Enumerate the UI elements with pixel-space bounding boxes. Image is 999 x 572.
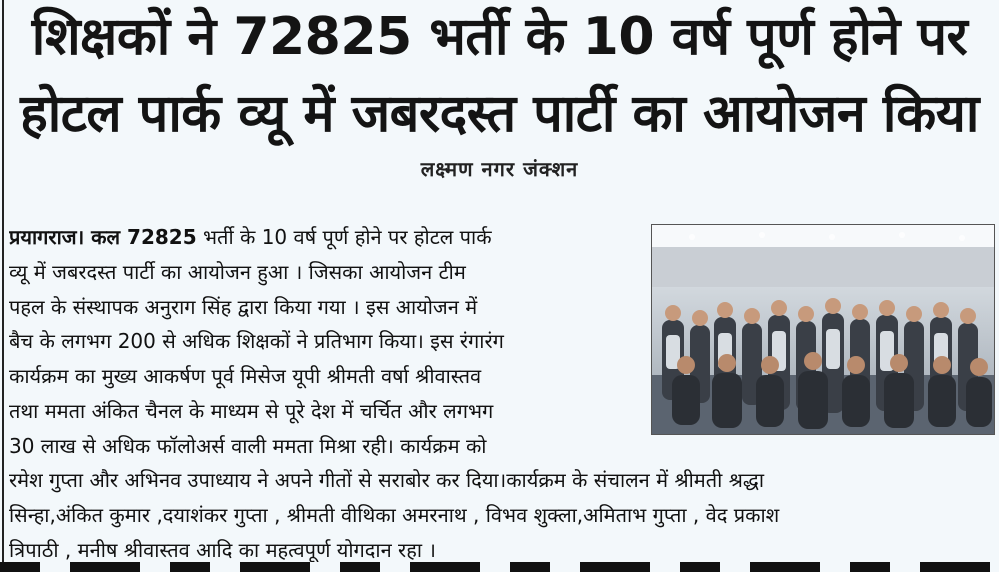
article-full-width-text (9, 463, 995, 567)
next-article-edge (0, 562, 999, 572)
headline-line-1: शिक्षकों ने 72825 भर्ती के 10 वर्ष पूर्ण होने पर (31, 7, 968, 67)
headline-line-2: होटल पार्क व्यू में जबरदस्त पार्टी का आयोजन किया (20, 84, 979, 144)
byline: लक्ष्मण नगर जंक्शन (420, 157, 579, 181)
group-photo (651, 224, 995, 435)
column-rule (2, 0, 4, 572)
body-line-7: 30 लाख से अधिक फॉलोअर्स वाली ममता मिश्रा रही। कार्यक्रम को (9, 433, 487, 458)
body-line-10: त्रिपाठी , मनीष श्रीवास्तव आदि का महत्वपूर्ण योगदान रहा । (9, 537, 436, 562)
body-line-4: बैच के लगभग 200 से अधिक शिक्षकों ने प्रतिभाग किया। इस रंगारंग (9, 329, 504, 354)
lead-dateline: प्रयागराज। कल 72825 (9, 225, 197, 249)
article-column-text (9, 220, 639, 464)
body-line-8: रमेश गुप्ता और अभिनव उपाध्याय ने अपने गीतों से सराबोर कर दिया।कार्यक्रम के संचालन में श्रीमती श्रद्धा (9, 468, 765, 492)
body-line-5: कार्यक्रम का मुख्य आकर्षण पूर्व मिसेज यूपी श्रीमती वर्षा श्रीवास्तव (9, 364, 482, 389)
body-line-6: तथा ममता अंकित चैनल के माध्यम से पूरे देश में चर्चित और लगभग (9, 398, 494, 423)
body-line-3: पहल के संस्थापक अनुराग सिंह द्वारा किया गया । इस आयोजन में (9, 294, 478, 319)
body-line-1 (9, 220, 639, 255)
body-line-2: व्यू में जबरदस्त पार्टी का आयोजन हुआ । जिसका आयोजन टीम (9, 259, 466, 284)
body-line-1-text: भर्ती के 10 वर्ष पूर्ण होने पर होटल पार्क (196, 225, 492, 249)
body-line-9: सिन्हा,अंकित कुमार ,दयाशंकर गुप्ता , श्रीमती वीथिका अमरनाथ , विभव शुक्ला,अमिताभ गुप्ता , वेद प्रकाश (9, 502, 780, 527)
group-photo-illustration (652, 225, 995, 435)
